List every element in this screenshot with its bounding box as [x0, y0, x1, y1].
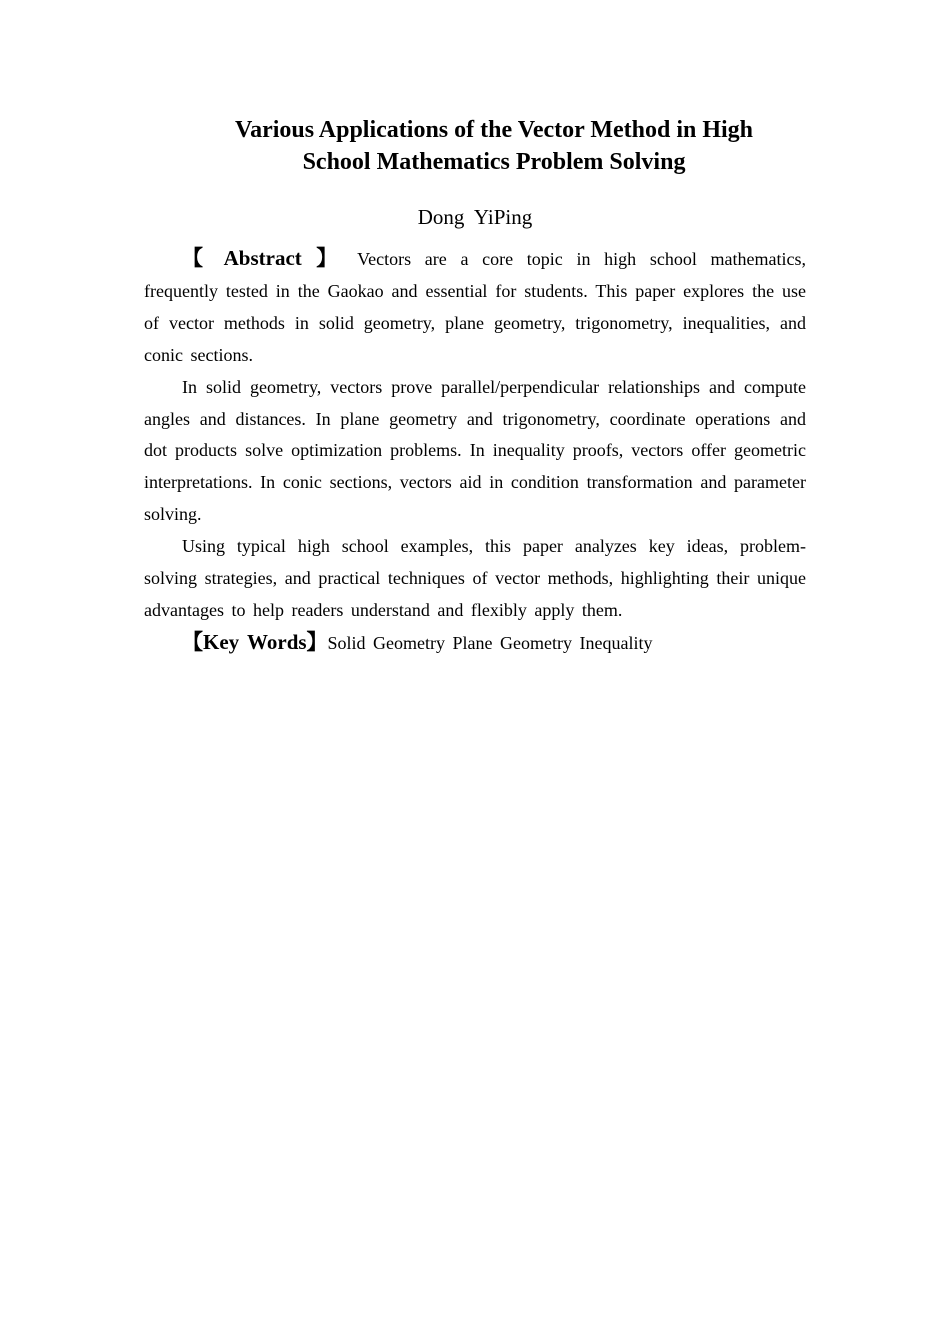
keywords-text: Solid Geometry Plane Geometry Inequality — [327, 632, 653, 653]
author-name: Dong YiPing — [417, 205, 533, 229]
title-line-1: Various Applications of the Vector Method in High — [234, 117, 754, 143]
abstract-paragraph-1 — [144, 243, 806, 372]
abstract-section — [144, 243, 806, 660]
abstract-paragraph-3: Using typical high school examples, this paper analyzes key ideas, problem-solving strategies, and practical techniques of vector methods, highlighting their unique advantages to help readers understand and flexibly apply them. — [144, 536, 806, 620]
abstract-paragraph-2: In solid geometry, vectors prove parallel/perpendicular relationships and compute angles and distances. In plane geometry and trigonometry, coordinate operations and dot products solve optimization problems. In inequality proofs, vectors offer geometric interpretations. In conic sections, vectors aid in condition transformation and parameter solving. — [144, 376, 806, 525]
title-line-2: School Mathematics Problem Solving — [302, 149, 686, 175]
keywords-line — [144, 627, 806, 660]
abstract-text-1: Vectors are a core topic in high school mathematics, frequently tested in the Gaokao and essential for students. This paper explores the use of vector methods in solid geometry, plane geometry, trigonometry, inequalities, and conic sections. — [144, 249, 807, 365]
abstract-label: 【 Abstract 】 — [182, 246, 344, 270]
paper-title — [144, 114, 844, 178]
keywords-label: 【Key Words】 — [182, 629, 328, 654]
